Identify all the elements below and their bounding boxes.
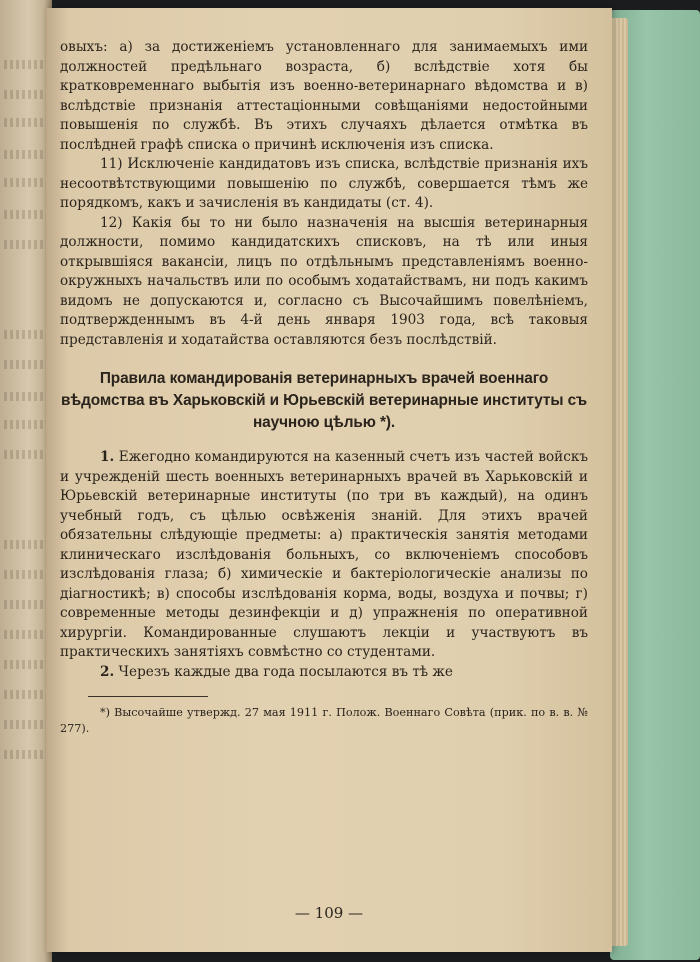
paragraph-item-12: 12) Какія бы то ни было назначенія на высшія ветеринарныя должности, помимо кандидатскихъ списковъ, на тѣ или иныя открывшіяся вакансіи, лицъ по отдѣльнымъ представленіямъ военно-окружныхъ начальствъ или по особымъ ходатайствамъ, ни подъ какимъ видомъ не допускаются и, согласно съ Высочайшимъ повелѣніемъ, подтвержденнымъ въ 4-й день января 1903 года, всѣ таковыя представленія и ходатайства оставляются безъ послѣдствій. <box>60 214 588 348</box>
page-content <box>60 38 588 737</box>
footnote-divider <box>88 696 208 697</box>
left-page-edge <box>0 0 52 962</box>
paragraph-item-1 <box>60 448 588 663</box>
book-page <box>46 8 612 952</box>
paragraph-item-11: 11) Исключеніе кандидатовъ изъ списка, вслѣдствіе признанія ихъ несоотвѣтствующими повышенію по службѣ, совершается тѣмъ же порядкомъ, какъ и зачисленія въ кандидаты (ст. 4). <box>60 156 588 211</box>
page-number: — 109 — <box>294 904 364 922</box>
item-text: Черезъ каждые два года посылаются въ тѣ же <box>118 663 453 680</box>
item-text: Ежегодно командируются на казенный счетъ изъ частей войскъ и учрежденій шесть военныхъ ветеринарныхъ врачей въ Харьковскій и Юрьевскій ветеринарные институты (по три въ каждый), на одинъ учебный годъ, съ цѣлью освѣженія знаній. Для этихъ врачей обязательны слѣдующіе предметы: а) практическія занятія методами клиническаго изслѣдованія больныхъ, со включеніемъ способовъ изслѣдованія глаза; б) химическіе и бактеріологическіе анализы по діагностикѣ; в) способы изслѣдованія корма, воды, воздуха и почвы; г) современные методы дезинфекціи и д) упражненія по оперативной хирургіи. Командированные слушаютъ лекціи и участвуютъ въ практическихъ занятіяхъ совмѣстно со студентами. <box>60 449 588 660</box>
paragraph-item-2 <box>60 663 588 683</box>
section-title: Правила командированія ветеринарныхъ врачей военнаго вѣдомства въ Харьковскій и Юрьевскій ветеринарные институты съ научною цѣлью *). <box>61 370 587 431</box>
item-number: 2. <box>100 663 115 680</box>
footnote: *) Высочайше утвержд. 27 мая 1911 г. Полож. Военнаго Совѣта (прик. по в. в. № 277). <box>60 706 588 735</box>
item-number: 1. <box>100 449 115 465</box>
paragraph-continuation: овыхъ: а) за достиженіемъ установленнаго для занимаемыхъ ими должностей предѣльнаго возраста, б) вслѣдствіе хотя бы кратковременнаго выбытія изъ военно-ветеринарнаго вѣдомства и в) вслѣдствіе признанія аттестаціонными совѣщаніями недостойными повышенія по службѣ. Въ этихъ случаяхъ дѣлается отмѣтка въ послѣдней графѣ списка о причинѣ исключенія изъ списка. <box>60 39 588 153</box>
